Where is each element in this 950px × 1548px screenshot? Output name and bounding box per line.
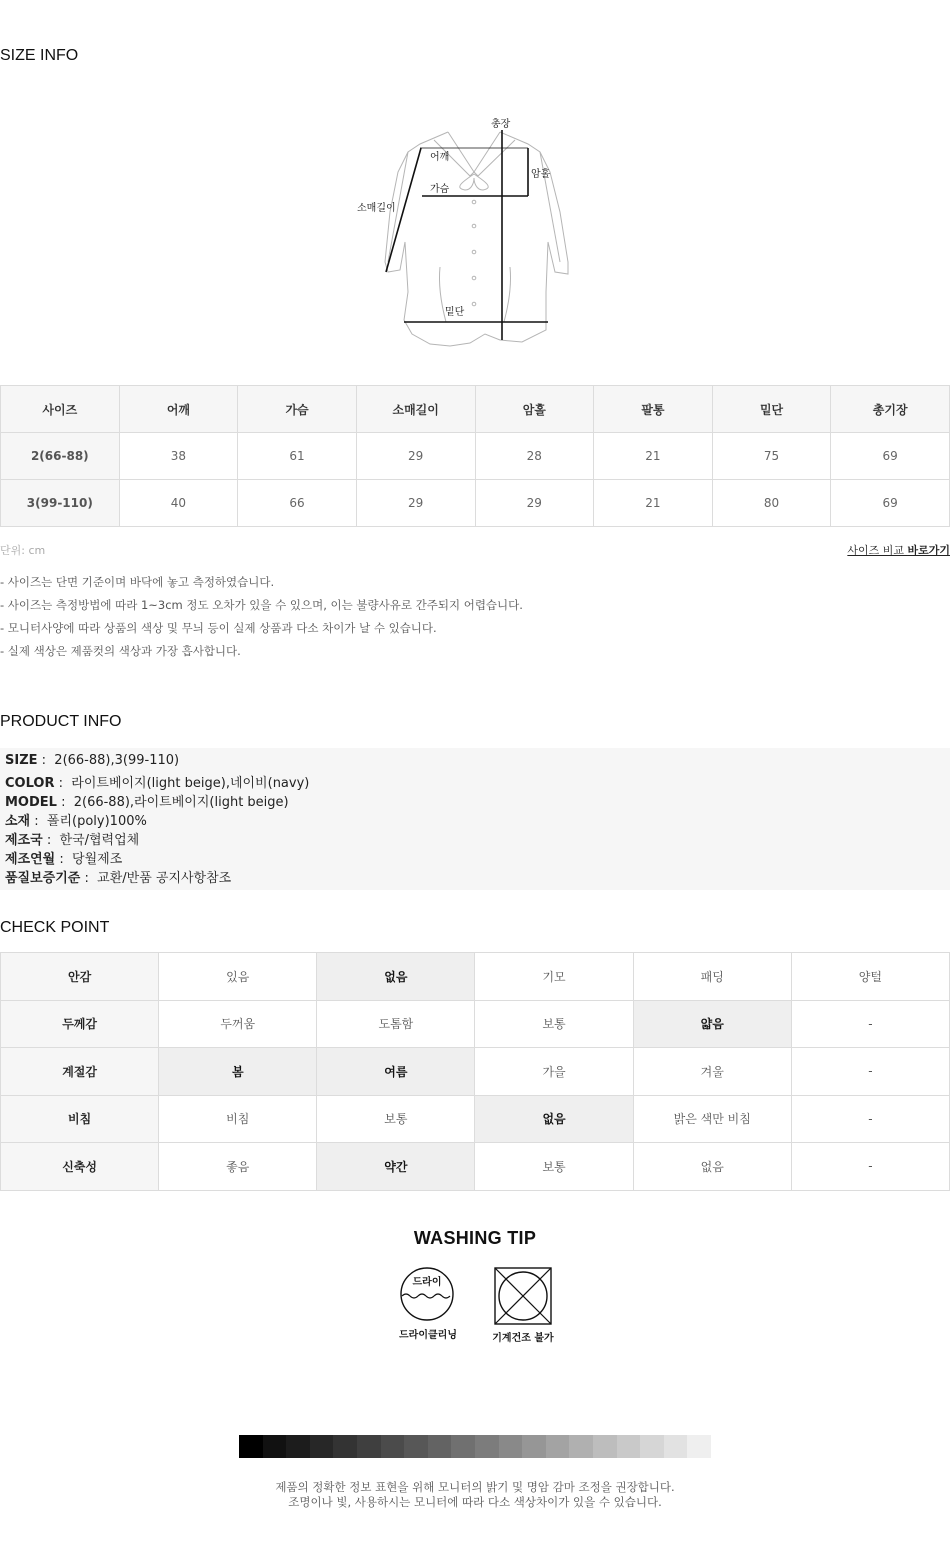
product-info-row: 소재 : 폴리(poly)100% <box>5 814 147 829</box>
check-cell: 두꺼움 <box>159 1000 317 1048</box>
gray-swatch <box>310 1435 334 1458</box>
gray-swatch <box>381 1435 405 1458</box>
size-compare-go: 바로가기 <box>907 544 950 557</box>
size-cell: 69 <box>831 433 950 480</box>
garment-illustration <box>350 112 580 357</box>
table-row <box>1 1048 950 1096</box>
dry-clean-icon-text: 드라이 <box>412 1277 442 1288</box>
size-table-header-row <box>1 386 950 433</box>
no-tumble-dry-symbol <box>488 1266 558 1346</box>
size-cell: 21 <box>594 433 713 480</box>
check-cell: 보통 <box>475 1143 633 1191</box>
size-cell: 40 <box>119 480 238 527</box>
gray-swatch <box>333 1435 357 1458</box>
size-header-cell: 밑단 <box>712 386 831 433</box>
size-cell: 28 <box>475 433 594 480</box>
check-cell-selected: 없음 <box>475 1095 633 1143</box>
monitor-notice <box>0 1480 950 1510</box>
monitor-notice-line: 조명이나 빛, 사용하시는 모니터에 따라 다소 색상차이가 있을 수 있습니다. <box>288 1495 662 1509</box>
unit-label: 단위: cm <box>0 544 46 557</box>
check-cell: - <box>791 1143 949 1191</box>
size-header-cell: 팔통 <box>594 386 713 433</box>
check-cell-selected: 여름 <box>317 1048 475 1096</box>
size-header-cell: 총기장 <box>831 386 950 433</box>
product-info-row: 제조연월 : 당월제조 <box>5 852 123 867</box>
diagram-label-shoulder: 어깨 <box>430 152 450 163</box>
product-info-row: MODEL : 2(66-88),라이트베이지(light beige) <box>5 795 289 810</box>
washing-tip-title: WASHING TIP <box>413 1228 537 1248</box>
gray-swatch <box>404 1435 428 1458</box>
note-item: - 사이즈는 측정방법에 따라 1~3cm 정도 오차가 있을 수 있으며, 이는 불량사유로 간주되지 어렵습니다. <box>0 598 523 612</box>
size-cell: 29 <box>356 433 475 480</box>
check-cell-selected: 없음 <box>317 953 475 1001</box>
table-row <box>1 1143 950 1191</box>
table-row <box>1 1095 950 1143</box>
check-cell: 가을 <box>475 1048 633 1096</box>
check-cell: 비침 <box>159 1095 317 1143</box>
check-row-label: 비침 <box>1 1095 159 1143</box>
gray-swatch <box>546 1435 570 1458</box>
table-row <box>1 433 950 480</box>
size-cell: 66 <box>238 480 357 527</box>
size-cell: 29 <box>475 480 594 527</box>
check-cell: 보통 <box>317 1095 475 1143</box>
table-row <box>1 1000 950 1048</box>
size-cell: 69 <box>831 480 950 527</box>
size-header-cell: 어깨 <box>119 386 238 433</box>
gray-swatch <box>286 1435 310 1458</box>
check-point-table <box>0 952 950 1191</box>
size-cell: 38 <box>119 433 238 480</box>
gray-swatch <box>522 1435 546 1458</box>
check-cell: 패딩 <box>633 953 791 1001</box>
note-item: - 모니터사양에 따라 상품의 색상 및 무늬 등이 실제 상품과 다소 차이가 날 수 있습니다. <box>0 621 437 635</box>
dry-clean-symbol <box>398 1266 458 1346</box>
size-cell: 29 <box>356 480 475 527</box>
gray-swatch <box>428 1435 452 1458</box>
product-info-key: 소재 <box>5 814 31 829</box>
dry-clean-label: 드라이클리닝 <box>399 1330 457 1341</box>
size-notes <box>0 574 523 666</box>
size-cell: 75 <box>712 433 831 480</box>
dry-clean-icon <box>398 1266 458 1326</box>
monitor-gray-scale-bar <box>239 1435 711 1458</box>
product-info-value: 교환/반품 공지사항참조 <box>97 871 232 886</box>
product-info-value: 2(66-88),3(99-110) <box>54 753 180 768</box>
check-cell: 보통 <box>475 1000 633 1048</box>
size-cell: 61 <box>238 433 357 480</box>
product-info-row: 제조국 : 한국/협력업체 <box>5 833 140 848</box>
product-info-value: 라이트베이지(light beige),네이비(navy) <box>71 776 310 791</box>
check-row-label: 신축성 <box>1 1143 159 1191</box>
size-compare-link[interactable] <box>847 542 950 558</box>
product-info-box <box>0 748 950 890</box>
no-tumble-dry-label: 기계건조 불가 <box>492 1333 554 1344</box>
gray-swatch <box>617 1435 641 1458</box>
no-tumble-dry-icon <box>488 1266 558 1330</box>
gray-swatch <box>569 1435 593 1458</box>
check-point-title: CHECK POINT <box>0 919 110 936</box>
product-info-key: COLOR <box>5 776 55 791</box>
gray-swatch <box>239 1435 263 1458</box>
product-info-row: SIZE : 2(66-88),3(99-110) <box>5 753 180 768</box>
gray-swatch <box>263 1435 287 1458</box>
check-row-label: 계절감 <box>1 1048 159 1096</box>
check-cell: 없음 <box>633 1143 791 1191</box>
check-cell-selected: 봄 <box>159 1048 317 1096</box>
size-compare-prefix: 사이즈 비교 <box>847 544 908 557</box>
gray-swatch <box>664 1435 688 1458</box>
product-info-key: SIZE <box>5 753 38 768</box>
product-info-value: 2(66-88),라이트베이지(light beige) <box>73 795 289 810</box>
size-header-cell: 사이즈 <box>1 386 120 433</box>
diagram-label-sleeve: 소매길이 <box>357 203 396 214</box>
size-header-cell: 암홀 <box>475 386 594 433</box>
size-table <box>0 385 950 527</box>
product-info-key: 제조국 <box>5 833 43 848</box>
diagram-label-total-length: 총장 <box>491 119 511 130</box>
size-cell: 21 <box>594 480 713 527</box>
note-item: - 사이즈는 단면 기준이며 바닥에 놓고 측정하였습니다. <box>0 575 275 589</box>
check-cell-selected: 얇음 <box>633 1000 791 1048</box>
check-cell: 좋음 <box>159 1143 317 1191</box>
check-cell: 양털 <box>791 953 949 1001</box>
gray-swatch <box>451 1435 475 1458</box>
check-cell: 있음 <box>159 953 317 1001</box>
check-cell: - <box>791 1000 949 1048</box>
diagram-label-armhole: 암홀 <box>531 169 551 180</box>
table-row <box>1 480 950 527</box>
product-info-row: COLOR : 라이트베이지(light beige),네이비(navy) <box>5 776 310 791</box>
product-info-value: 폴리(poly)100% <box>46 814 147 829</box>
size-header-cell: 가슴 <box>238 386 357 433</box>
diagram-label-chest: 가슴 <box>430 184 450 195</box>
gray-swatch <box>475 1435 499 1458</box>
product-info-value: 한국/협력업체 <box>59 833 140 848</box>
size-row-label: 3(99-110) <box>1 480 120 527</box>
product-info-row: 품질보증기준 : 교환/반품 공지사항참조 <box>5 871 232 886</box>
product-info-key: MODEL <box>5 795 57 810</box>
product-info-key: 제조연월 <box>5 852 56 867</box>
size-cell: 80 <box>712 480 831 527</box>
check-cell: - <box>791 1095 949 1143</box>
gray-swatch <box>593 1435 617 1458</box>
gray-swatch <box>687 1435 711 1458</box>
check-cell: 도톰함 <box>317 1000 475 1048</box>
check-cell: 겨울 <box>633 1048 791 1096</box>
product-info-value: 당월제조 <box>72 852 123 867</box>
size-header-cell: 소매길이 <box>356 386 475 433</box>
gray-swatch <box>499 1435 523 1458</box>
gray-swatch <box>640 1435 664 1458</box>
note-item: - 실제 색상은 제품컷의 색상과 가장 흡사합니다. <box>0 644 241 658</box>
check-cell: - <box>791 1048 949 1096</box>
check-cell: 밝은 색만 비침 <box>633 1095 791 1143</box>
garment-size-diagram <box>350 112 580 357</box>
size-row-label: 2(66-88) <box>1 433 120 480</box>
gray-swatch <box>357 1435 381 1458</box>
size-info-title: SIZE INFO <box>0 47 79 64</box>
product-info-title: PRODUCT INFO <box>0 713 122 730</box>
diagram-label-hem: 밑단 <box>445 307 465 318</box>
monitor-notice-line: 제품의 정확한 정보 표현을 위해 모니터의 밝기 및 명암 감마 조정을 권장합니다. <box>275 1480 675 1494</box>
product-info-key: 품질보증기준 <box>5 871 81 886</box>
check-cell: 기모 <box>475 953 633 1001</box>
check-cell-selected: 약간 <box>317 1143 475 1191</box>
check-row-label: 두께감 <box>1 1000 159 1048</box>
table-row <box>1 953 950 1001</box>
check-row-label: 안감 <box>1 953 159 1001</box>
